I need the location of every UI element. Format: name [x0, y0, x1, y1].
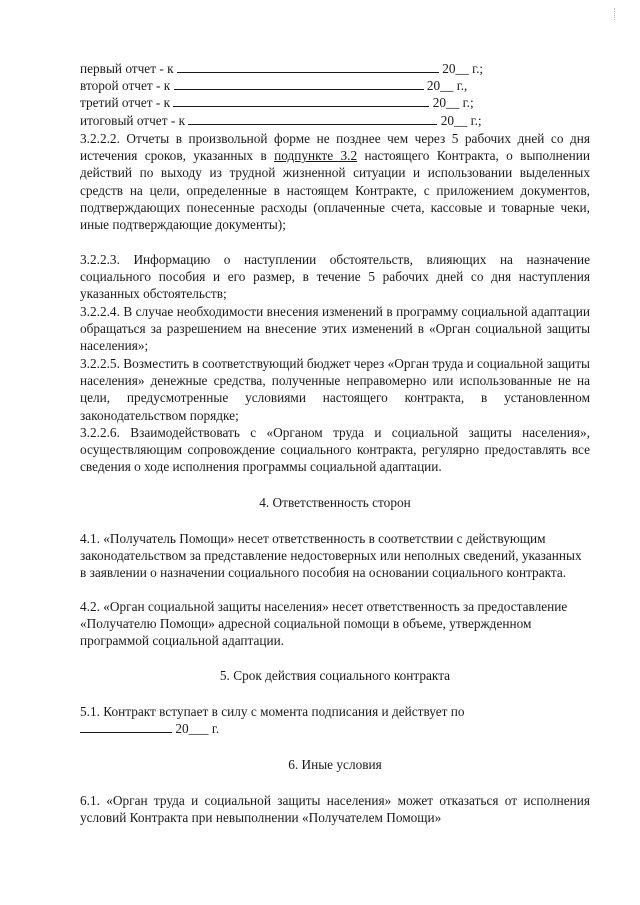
date-blank: [173, 94, 429, 107]
paragraph-4-1: 4.1. «Получатель Помощи» несет ответственность в соответствии с действующим законодательством за представление недостоверных или неполных сведений, указанных в заявлении о назначении социального пособия на основании социального контракта.: [80, 531, 582, 581]
section-4-heading: 4. Ответственность сторон: [259, 495, 411, 510]
paragraph-4-2: 4.2. «Орган социальной защиты населения» несет ответственность за предоставление «Получателю Помощи» адресной социальной помощи в объеме, утвержденном программой социальной адаптации.: [80, 599, 568, 649]
report-year: 20__ г.;: [432, 95, 474, 110]
report-label: второй отчет - к: [80, 78, 174, 93]
paragraph-3-2-2-5: 3.2.2.5. Возместить в соответствующий бюджет через «Орган труда и социальной защиты населения» денежные средства, полученные неправомерно или использованные не на цели, предусмотренные условиями настоящего контракта, в установленном законодательством порядке;: [80, 356, 590, 423]
date-year: 20___ г.: [172, 721, 220, 736]
paragraph-6-1: 6.1. «Орган труда и социальной защиты населения» может отказаться от исполнения условий Контракта при невыполнении «Получателем Помощи»: [80, 793, 590, 826]
subclause-link[interactable]: подпункте 3.2: [274, 148, 358, 164]
paragraph-3-2-2-3: 3.2.2.3. Информацию о наступлении обстоятельств, влияющих на назначение социального пособия и его размер, в течение 5 рабочих дней со дня наступления указанных обстоятельств;: [80, 252, 590, 302]
report-label: первый отчет - к: [80, 61, 177, 76]
report-year: 20__ г.;: [440, 113, 482, 128]
scan-artifact: [614, 8, 625, 20]
report-line-final: [80, 112, 590, 129]
report-line-first: [80, 60, 590, 77]
report-line-third: [80, 94, 590, 111]
date-blank: [188, 112, 437, 125]
paragraph-5-1-date: [80, 720, 590, 737]
section-5-heading: 5. Срок действия социального контракта: [219, 668, 451, 683]
paragraph-5-1: 5.1. Контракт вступает в силу с момента подписания и действует по: [80, 704, 465, 719]
date-blank: [80, 720, 172, 733]
paragraph-3-2-2-6: 3.2.2.6. Взаимодействовать с «Органом труда и социальной защиты населения», осуществляющим сопровождение социального контракта, регулярно предоставлять все сведения о ходе исполнения программы социальной адаптации.: [80, 425, 590, 475]
report-year: 20__ г.;: [442, 61, 484, 76]
report-label: итоговый отчет - к: [80, 113, 189, 128]
paragraph-3-2-2-2: 3.2.2.2. Отчеты в произвольной форме не позднее чем через 5 рабочих дней со дня истечения сроков, указанных в подпункте 3.2 настоящего Контракта, о выполнении действий по выходу из трудной жизненной ситуации и использовании выделенных средств на цели, определенные в настоящем Контракте, с приложением документов, подтверждающих понесенные расходы (оплаченные счета, кассовые и товарные чеки, иные подтверждающие документы);: [80, 131, 590, 233]
report-year: 20__ г.,: [426, 78, 468, 93]
paragraph-3-2-2-4: 3.2.2.4. В случае необходимости внесения изменений в программу социальной адаптации обращаться за разрешением на внесение этих изменений в «Орган социальной защиты населения»;: [80, 304, 590, 354]
date-blank: [174, 77, 424, 90]
report-label: третий отчет - к: [80, 95, 174, 110]
section-6-heading: 6. Иные условия: [288, 757, 382, 772]
report-line-second: [80, 77, 590, 94]
date-blank: [177, 60, 439, 73]
